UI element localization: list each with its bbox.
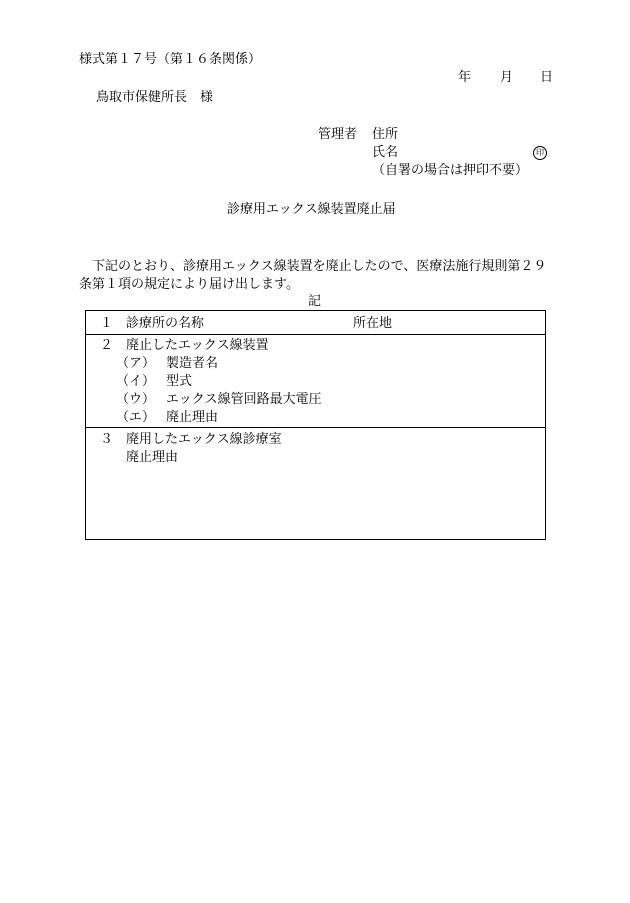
item-c-label: エックス線管回路最大電圧 [166, 392, 322, 407]
item-b-marker: （イ） [116, 374, 156, 389]
row-1-label: 診療所の名称 [126, 316, 205, 331]
row-3-label: 廃用したエックス線診療室 [126, 432, 282, 447]
item-c-marker: （ウ） [116, 392, 156, 407]
ki-label: 記 [308, 294, 322, 309]
addressee: 鳥取市保健所長 様 [96, 90, 214, 105]
row-1-number: １ [100, 316, 114, 331]
table-row [86, 334, 545, 428]
location-label: 所在地 [353, 316, 393, 331]
manager-label: 管理者 [318, 127, 358, 142]
signature-note: （自署の場合は押印不要） [372, 163, 529, 178]
row-3-sub-label: 廃止理由 [126, 450, 179, 465]
body-text: 下記のとおり、診療用エックス線装置を廃止したので、医療法施行規則第２９条第１項の規定により届け出します。 [79, 259, 547, 292]
date-day-label: 日 [540, 70, 554, 85]
record-table [85, 310, 546, 540]
address-label: 住所 [372, 127, 399, 142]
item-a-marker: （ア） [116, 356, 156, 371]
name-label: 氏名 [372, 145, 399, 160]
table-row [86, 428, 545, 539]
table-row [86, 311, 545, 335]
row-2-number: ２ [100, 338, 114, 353]
date-year-label: 年 [458, 70, 472, 85]
item-b-label: 型式 [166, 374, 193, 389]
item-d-marker: （エ） [116, 410, 156, 425]
document-title: 診療用エックス線装置廃止届 [227, 202, 396, 217]
seal-mark: 印 [533, 146, 547, 160]
row-3-number: ３ [100, 432, 114, 447]
form-number: 様式第１７号（第１６条関係） [79, 52, 262, 67]
item-d-label: 廃止理由 [166, 410, 219, 425]
row-2-label: 廃止したエックス線装置 [126, 338, 269, 353]
date-month-label: 月 [500, 70, 514, 85]
item-a-label: 製造者名 [166, 356, 219, 371]
